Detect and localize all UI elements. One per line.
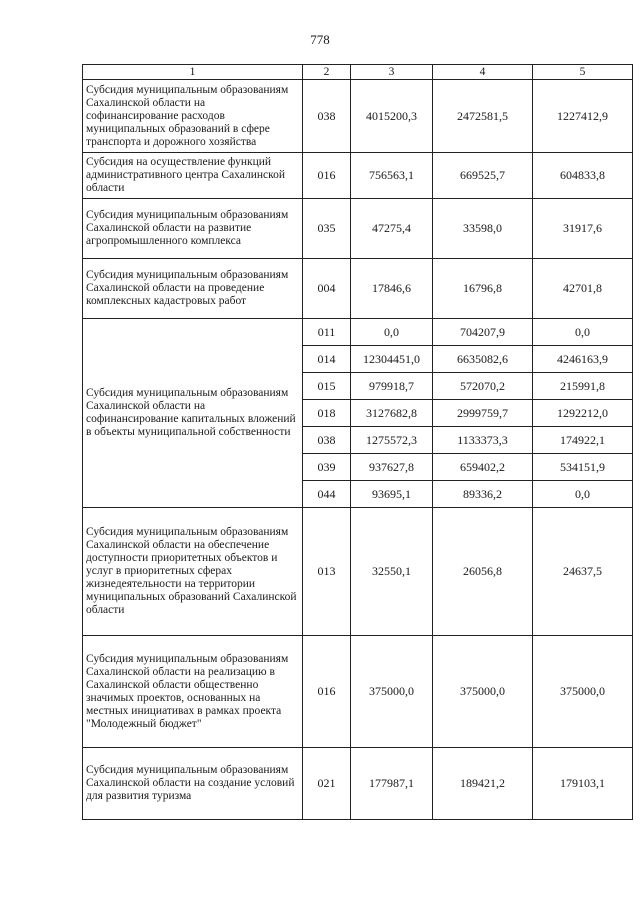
subsidy-name: Субсидия муниципальным образованиям Сахалинской области на софинансирование расходов муниципальных образований в сфере транспорта и дорожного хозяйства [83,80,303,153]
value-col5: 604833,8 [533,153,633,199]
ministry-code: 038 [303,427,351,454]
value-col3: 32550,1 [351,508,433,636]
value-col3: 17846,6 [351,259,433,319]
ministry-code: 015 [303,373,351,400]
value-col5: 375000,0 [533,636,633,748]
value-col3: 12304451,0 [351,346,433,373]
subsidy-name: Субсидия на осуществление функций административного центра Сахалинской области [83,153,303,199]
value-col5: 1227412,9 [533,80,633,153]
subsidy-name: Субсидия муниципальным образованиям Сахалинской области на обеспечение доступности приоритетных объектов и услуг в приоритетных сферах жизнедеятельности на территории муниципальных образований Сахалинской области [83,508,303,636]
value-col4: 375000,0 [433,636,533,748]
ministry-code: 039 [303,454,351,481]
value-col3: 47275,4 [351,199,433,259]
ministry-code: 016 [303,636,351,748]
value-col3: 375000,0 [351,636,433,748]
value-col3: 4015200,3 [351,80,433,153]
header-cell: 1 [83,65,303,80]
table-row [83,153,633,199]
subsidy-name: Субсидия муниципальным образованиям Сахалинской области на развитие агропромышленного комплекса [83,199,303,259]
value-col4: 1133373,3 [433,427,533,454]
ministry-code: 018 [303,400,351,427]
value-col3: 93695,1 [351,481,433,508]
table-row [83,508,633,636]
value-col5: 1292212,0 [533,400,633,427]
value-col5: 534151,9 [533,454,633,481]
value-col4: 26056,8 [433,508,533,636]
value-col3: 979918,7 [351,373,433,400]
table-row [83,319,633,346]
subsidy-name: Субсидия муниципальным образованиям Сахалинской области на проведение комплексных кадастровых работ [83,259,303,319]
value-col4: 33598,0 [433,199,533,259]
value-col4: 669525,7 [433,153,533,199]
budget-table [82,64,633,820]
value-col3: 3127682,8 [351,400,433,427]
value-col3: 937627,8 [351,454,433,481]
ministry-code: 021 [303,748,351,820]
value-col5: 42701,8 [533,259,633,319]
value-col4: 189421,2 [433,748,533,820]
header-cell: 3 [351,65,433,80]
subsidy-name: Субсидия муниципальным образованиям Сахалинской области на создание условий для развития туризма [83,748,303,820]
table-row [83,259,633,319]
value-col4: 2999759,7 [433,400,533,427]
value-col5: 0,0 [533,481,633,508]
header-row [83,65,633,80]
subsidy-name: Субсидия муниципальным образованиям Сахалинской области на софинансирование капитальных вложений в объекты муниципальной собственности [83,319,303,508]
value-col4: 659402,2 [433,454,533,481]
header-cell: 2 [303,65,351,80]
table-row [83,80,633,153]
ministry-code: 011 [303,319,351,346]
value-col3: 1275572,3 [351,427,433,454]
header-cell: 4 [433,65,533,80]
value-col5: 179103,1 [533,748,633,820]
value-col4: 6635082,6 [433,346,533,373]
value-col5: 215991,8 [533,373,633,400]
value-col3: 177987,1 [351,748,433,820]
value-col4: 16796,8 [433,259,533,319]
ministry-code: 013 [303,508,351,636]
ministry-code: 004 [303,259,351,319]
table-row [83,748,633,820]
subsidy-name: Субсидия муниципальным образованиям Сахалинской области на реализацию в Сахалинской области общественно значимых проектов, основанных на местных инициативах в рамках проекта "Молодежный бюджет" [83,636,303,748]
ministry-code: 014 [303,346,351,373]
ministry-code: 035 [303,199,351,259]
value-col5: 4246163,9 [533,346,633,373]
value-col3: 756563,1 [351,153,433,199]
value-col5: 0,0 [533,319,633,346]
ministry-code: 016 [303,153,351,199]
table-row [83,199,633,259]
value-col4: 572070,2 [433,373,533,400]
header-cell: 5 [533,65,633,80]
value-col4: 2472581,5 [433,80,533,153]
value-col5: 24637,5 [533,508,633,636]
page-number: 778 [310,32,330,47]
table-row [83,636,633,748]
ministry-code: 044 [303,481,351,508]
value-col5: 174922,1 [533,427,633,454]
value-col5: 31917,6 [533,199,633,259]
value-col3: 0,0 [351,319,433,346]
value-col4: 89336,2 [433,481,533,508]
ministry-code: 038 [303,80,351,153]
value-col4: 704207,9 [433,319,533,346]
